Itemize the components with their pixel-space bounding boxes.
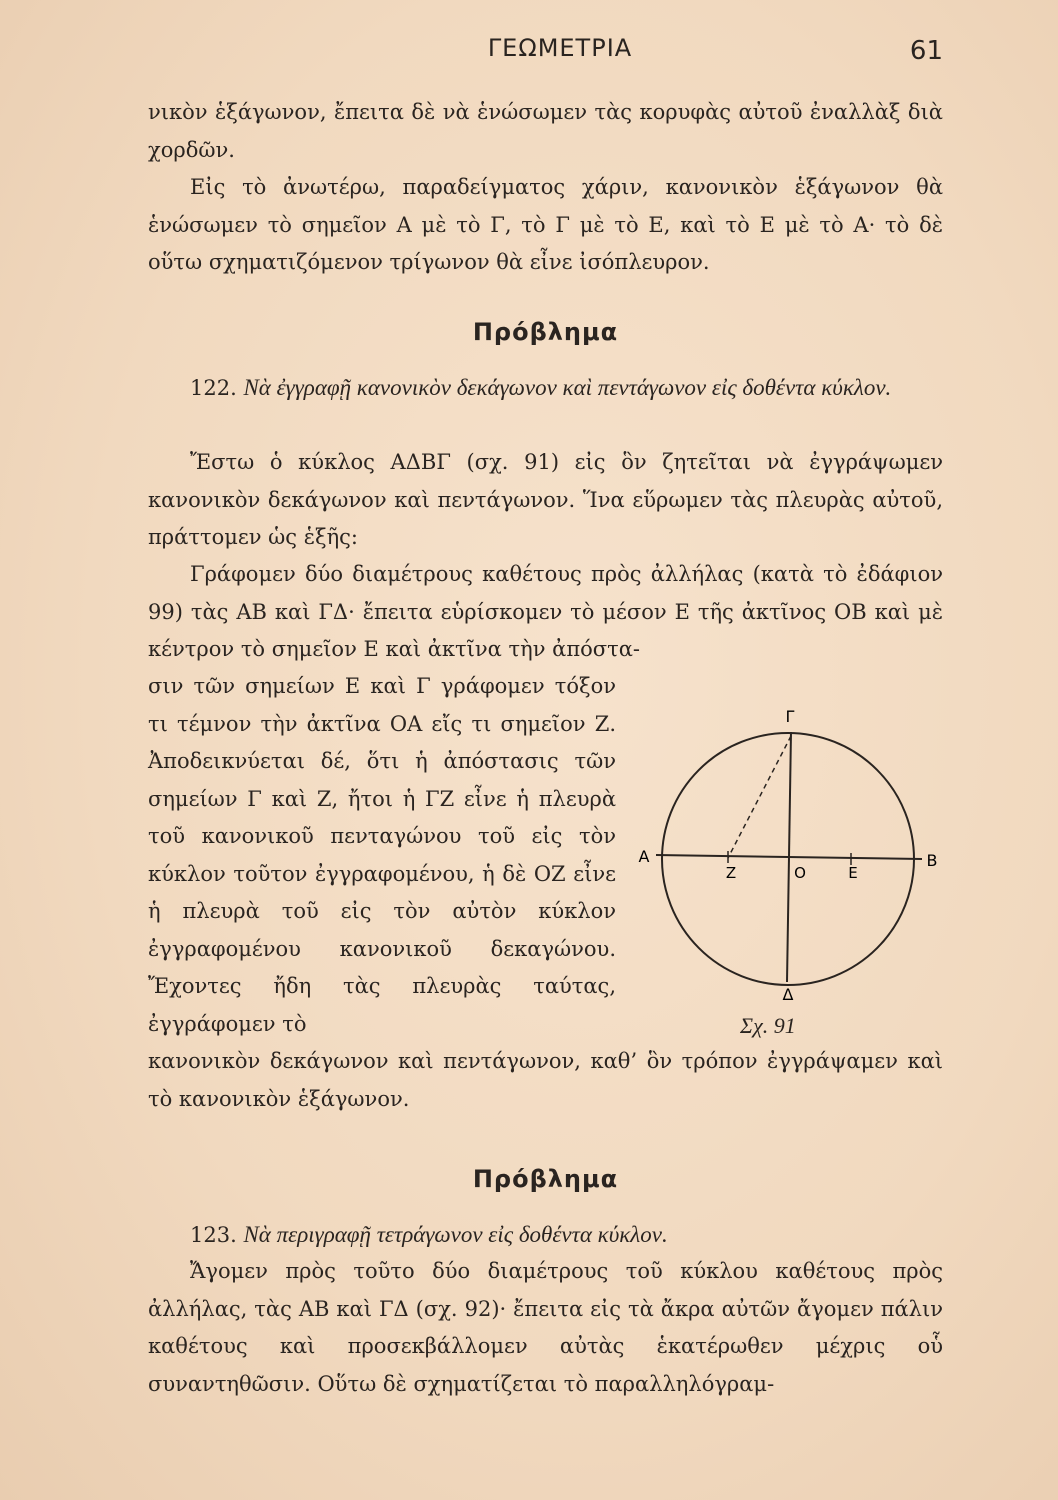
problem-123-paragraph-1: Ἄγομεν πρὸς τοῦτο δύο διαμέτρους τοῦ κύκλου καθέτους πρὸς ἀλλήλας, τὰς ΑΒ καὶ ΓΔ (σχ. 92)· ἔπειτα εἰς τὰ ἄκρα αὐτῶν ἄγομεν πάλιν καθέτους καὶ προσεκβάλλομεν αὐτὰς ἑκατέρωθεν μέχρις οὗ συναντηθῶσιν. Οὕτω δὲ σχηματίζεται τὸ παραλληλόγραμ- xyxy=(148,1259,943,1396)
problem-123-statement xyxy=(148,1216,943,1255)
figure-91-caption: Σχ. 91 xyxy=(740,1013,796,1038)
problem-123-number: 123. xyxy=(190,1223,237,1247)
problem-122-statement xyxy=(148,369,943,408)
problem-122-text: Νὰ ἐγγραφῇ κανονικὸν δεκάγωνον καὶ πεντάγωνον εἰς δοθέντα κύκλον. xyxy=(243,375,892,400)
problem-122-paragraph-4: κανονικὸν δεκάγωνον καὶ πεντάγωνον, καθ’ ὃν τρόπον ἐγγράψαμεν καὶ τὸ κανονικὸν ἑξάγωνον. xyxy=(148,1049,943,1111)
intro-paragraph-2: Εἰς τὸ ἀνωτέρω, παραδείγματος χάριν, κανονικὸν ἑξάγωνον θὰ ἑνώσωμεν τὸ σημεῖον Α μὲ τὸ Γ, τὸ Γ μὲ τὸ Ε, καὶ τὸ Ε μὲ τὸ Α· τὸ δὲ οὕτω σχηματιζόμενον τρίγωνον θὰ εἶνε ἰσόπλευρον. xyxy=(148,175,943,274)
label-b: B xyxy=(926,851,938,870)
label-d: Δ xyxy=(782,985,794,1004)
label-e: E xyxy=(848,864,858,882)
problem-122-number: 122. xyxy=(190,376,237,400)
problem-122-paragraph-2: Γράφομεν δύο διαμέτρους καθέτους πρὸς ἀλλήλας (κατὰ τὸ ἐδάφιον 99) τὰς ΑΒ καὶ ΓΔ· ἔπειτα εὑρίσκομεν τὸ μέσον Ε τῆς ἀκτῖνος ΟΒ καὶ μὲ κέντρον τὸ σημεῖον Ε καὶ ἀκτῖνα τὴν ἀπόστα- xyxy=(148,562,943,661)
running-header-title: ΓΕΩΜΕΤΡΙΑ xyxy=(487,34,633,62)
page-number: 61 xyxy=(909,36,943,66)
problem-123-text: Νὰ περιγραφῇ τετράγωνον εἰς δοθέντα κύκλον. xyxy=(243,1222,668,1247)
label-g: Γ xyxy=(785,707,795,726)
segment-gz xyxy=(728,736,791,858)
label-z: Z xyxy=(725,864,737,882)
label-a: A xyxy=(638,847,650,866)
problem-122-paragraph-3: σιν τῶν σημείων Ε καὶ Γ γράφομεν τόξον τι τέμνον τὴν ἀκτῖνα ΟΑ εἴς τι σημεῖον Ζ. Ἀποδεικνύεται δέ, ὅτι ἡ ἀπόστασις τῶν σημείων Γ καὶ Ζ, ἤτοι ἡ ΓΖ εἶνε ἡ πλευρὰ τοῦ κανονικοῦ πενταγώνου τοῦ εἰς τὸν κύκλον τοῦτον ἐγγραφομένου, ἡ δὲ ΟΖ εἶνε ἡ πλευρὰ τοῦ εἰς τὸν αὐτὸν κύκλον ἐγγραφομένου κανονικοῦ δεκαγώνου. Ἔχοντες ἤδη τὰς πλευρὰς ταύτας, ἐγγράφομεν τὸ xyxy=(148,674,616,1036)
problem-123-heading: Πρόβλημα xyxy=(472,1165,619,1193)
problem-122-paragraph-1: Ἔστω ὁ κύκλος ΑΔΒΓ (σχ. 91) εἰς ὃν ζητεῖται νὰ ἐγγράψωμεν κανονικὸν δεκάγωνον καὶ πεντάγωνον. Ἵνα εὕρωμεν τὰς πλευρὰς αὐτοῦ, πράττομεν ὡς ἑξῆς: xyxy=(148,450,943,549)
problem-122-heading: Πρόβλημα xyxy=(472,318,619,346)
intro-paragraph-1: νικὸν ἑξάγωνον, ἔπειτα δὲ νὰ ἑνώσωμεν τὰς κορυφὰς αὐτοῦ ἐναλλὰξ διὰ χορδῶν. xyxy=(148,100,943,162)
label-o: O xyxy=(794,864,806,882)
figure-91-diagram xyxy=(630,700,950,1060)
